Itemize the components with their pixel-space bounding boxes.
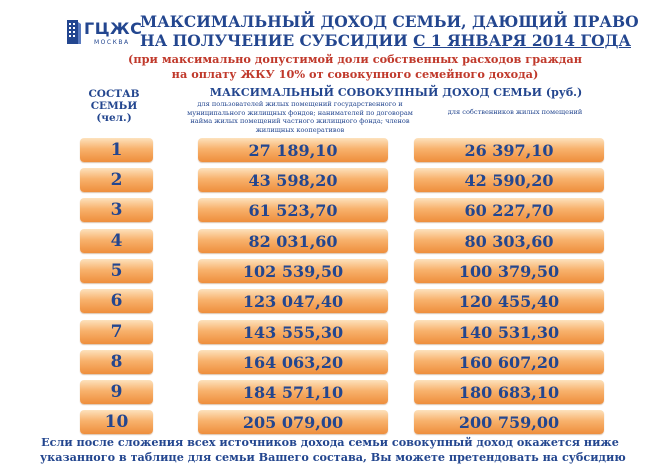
income-users-cell: 43 598,20 — [198, 168, 388, 192]
family-size-header — [66, 88, 162, 124]
page-title-prefix: НА ПОЛУЧЕНИЕ СУБСИДИИ — [140, 31, 414, 50]
page-title-line2 — [140, 31, 631, 50]
family-size-cell: 2 — [80, 168, 153, 192]
income-owners-cell: 120 455,40 — [414, 289, 604, 313]
income-owners-cell: 80 303,60 — [414, 229, 604, 253]
income-users-cell: 82 031,60 — [198, 229, 388, 253]
subtitle-line1: (при максимально допустимой доли собственных расходов граждан — [128, 52, 582, 66]
income-users-cell: 27 189,10 — [198, 138, 388, 162]
income-owners-cell: 180 683,10 — [414, 380, 604, 404]
table-row — [0, 229, 659, 253]
column-header-owners: для собственников жилых помещений — [447, 108, 583, 116]
family-size-label: СОСТАВ СЕМЬИ — [88, 88, 140, 112]
income-owners-cell: 200 759,00 — [414, 410, 604, 434]
table-row — [0, 350, 659, 374]
family-size-cell: 6 — [80, 289, 153, 313]
table-row — [0, 320, 659, 344]
family-size-cell: 9 — [80, 380, 153, 404]
income-owners-cell: 160 607,20 — [414, 350, 604, 374]
family-size-cell: 10 — [80, 410, 153, 434]
income-owners-cell: 26 397,10 — [414, 138, 604, 162]
footer-note-line2: указанного в таблице для семьи Вашего состава, Вы можете претендовать на субсидию — [40, 450, 626, 464]
income-users-cell: 164 063,20 — [198, 350, 388, 374]
family-size-unit: (чел.) — [96, 112, 132, 124]
logo-building-icon — [66, 18, 82, 46]
family-size-cell: 4 — [80, 229, 153, 253]
table-row — [0, 380, 659, 404]
logo-name: ГЦЖС — [84, 19, 143, 38]
subtitle-line2: на оплату ЖКУ 10% от совокупного семейного дохода) — [171, 67, 539, 81]
income-users-cell: 143 555,30 — [198, 320, 388, 344]
table-row — [0, 289, 659, 313]
income-owners-cell: 140 531,30 — [414, 320, 604, 344]
family-size-cell: 5 — [80, 259, 153, 283]
income-owners-cell: 60 227,70 — [414, 198, 604, 222]
income-users-cell: 61 523,70 — [198, 198, 388, 222]
family-size-cell: 1 — [80, 138, 153, 162]
income-users-cell: 184 571,10 — [198, 380, 388, 404]
income-owners-cell: 100 379,50 — [414, 259, 604, 283]
family-size-cell: 7 — [80, 320, 153, 344]
table-row — [0, 259, 659, 283]
table-row — [0, 410, 659, 434]
family-size-cell: 8 — [80, 350, 153, 374]
logo-city: МОСКВА — [94, 39, 130, 46]
income-users-cell: 102 539,50 — [198, 259, 388, 283]
income-owners-cell: 42 590,20 — [414, 168, 604, 192]
income-users-cell: 205 079,00 — [198, 410, 388, 434]
page-title-date: С 1 ЯНВАРЯ 2014 ГОДА — [413, 31, 631, 50]
income-users-cell: 123 047,40 — [198, 289, 388, 313]
income-header: МАКСИМАЛЬНЫЙ СОВОКУПНЫЙ ДОХОД СЕМЬИ (руб.) — [209, 86, 583, 99]
page-title-line1: МАКСИМАЛЬНЫЙ ДОХОД СЕМЬИ, ДАЮЩИЙ ПРАВО — [140, 12, 639, 31]
family-size-cell: 3 — [80, 198, 153, 222]
column-header-users: для пользователей жилых помещений государственного и муниципального жилищных фондов; нанимателей по договорам найма жилых помещений частного жилищного фонда; членов жилищных кооперативов — [187, 100, 413, 134]
table-row — [0, 168, 659, 192]
logo — [66, 18, 146, 48]
table-row — [0, 198, 659, 222]
footer-note-line1: Если после сложения всех источников дохода семьи совокупный доход окажется ниже — [41, 435, 619, 449]
table-row — [0, 138, 659, 162]
